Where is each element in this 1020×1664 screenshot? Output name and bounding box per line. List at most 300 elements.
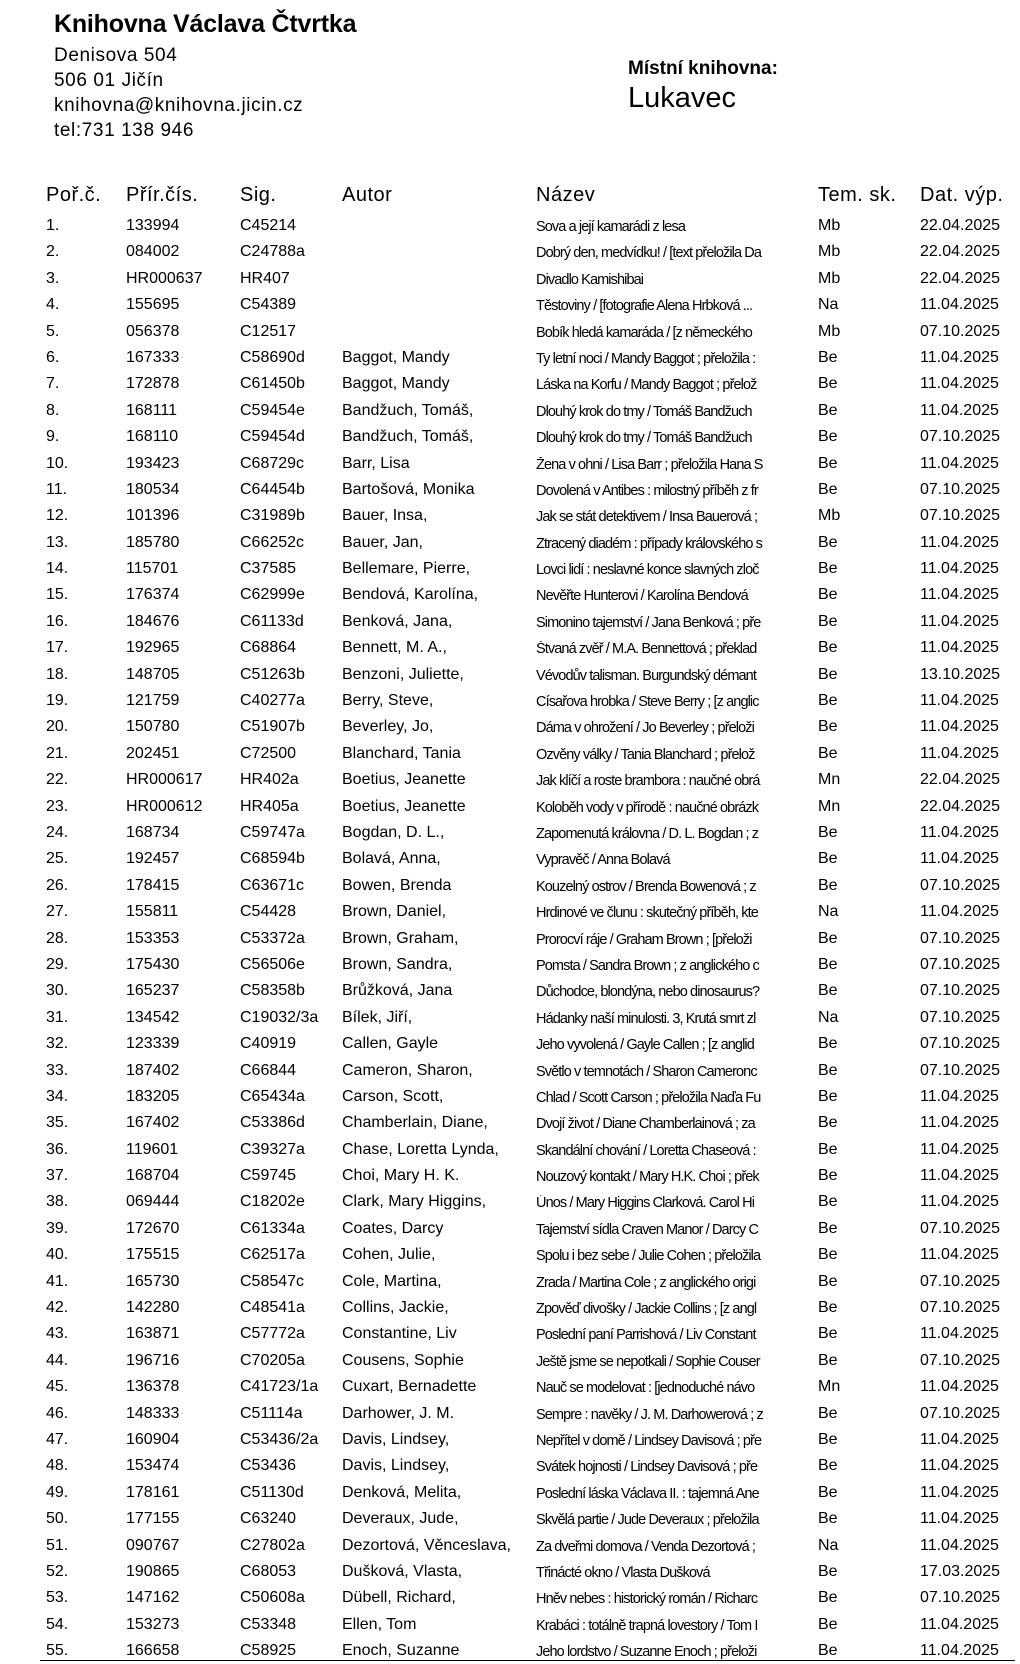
cell-dat-vyp: 11.04.2025 xyxy=(920,1193,999,1211)
cell-sig: C12517 xyxy=(240,322,297,340)
cell-tem-sk: Be xyxy=(818,850,838,868)
cell-dat-vyp: 11.04.2025 xyxy=(920,1378,999,1396)
cell-nazev: Tajemství sídla Craven Manor / Darcy C xyxy=(536,1221,759,1238)
cell-dat-vyp: 22.04.2025 xyxy=(920,217,1001,234)
cell-sig: C56506e xyxy=(240,955,305,973)
cell-sig: C64454b xyxy=(240,480,305,498)
cell-autor: Dezortová, Věnceslava, xyxy=(342,1536,511,1554)
table-row xyxy=(0,687,1020,713)
cell-autor: Boetius, Jeanette xyxy=(342,771,466,789)
cell-dat-vyp: 11.04.2025 xyxy=(920,823,999,841)
cell-poradi: 35. xyxy=(46,1114,69,1132)
cell-autor: Coates, Darcy xyxy=(342,1219,444,1237)
cell-nazev: Skandální chování / Loretta Chaseová : xyxy=(536,1142,756,1159)
cell-poradi: 41. xyxy=(46,1272,69,1290)
cell-prir-cis: 178415 xyxy=(126,876,180,894)
table-row xyxy=(0,713,1020,739)
cell-autor: Cole, Martina, xyxy=(342,1272,442,1290)
table-row xyxy=(0,555,1020,581)
table-row xyxy=(0,925,1020,951)
cell-dat-vyp: 11.04.2025 xyxy=(920,903,999,921)
cell-nazev: Nouzový kontakt / Mary H.K. Choi ; přek xyxy=(536,1169,759,1186)
cell-autor: Boetius, Jeanette xyxy=(342,797,466,815)
header-prir-cis: Přír.čís. xyxy=(126,184,199,206)
cell-nazev: Skvělá partie / Jude Deveraux ; přeložila xyxy=(536,1512,759,1529)
cell-poradi: 22. xyxy=(46,771,69,789)
cell-poradi: 9. xyxy=(46,428,60,446)
branch-block xyxy=(628,58,778,115)
cell-dat-vyp: 11.04.2025 xyxy=(920,612,999,630)
cell-nazev: Jeho vyvolená / Gayle Callen ; [z anglid xyxy=(536,1037,754,1054)
cell-poradi: 7. xyxy=(46,375,60,393)
cell-autor: Davis, Lindsey, xyxy=(342,1457,450,1475)
cell-prir-cis: 184676 xyxy=(126,612,180,630)
cell-poradi: 26. xyxy=(46,876,69,894)
cell-sig: C53372a xyxy=(240,929,305,947)
cell-prir-cis: 187402 xyxy=(126,1061,180,1079)
table-header-row xyxy=(0,182,1020,212)
cell-prir-cis: 084002 xyxy=(126,243,180,261)
cell-autor: Bandžuch, Tomáš, xyxy=(342,428,474,446)
cell-tem-sk: Be xyxy=(818,1615,838,1633)
cell-tem-sk: Be xyxy=(818,1351,838,1369)
table-row xyxy=(0,1083,1020,1109)
cell-nazev: Poslední láska Václava II. : tajemná Ane xyxy=(536,1485,759,1502)
cell-nazev: Lovci lidí : neslavné konce slavných zloč xyxy=(536,562,759,579)
cell-dat-vyp: 07.10.2025 xyxy=(920,322,1001,340)
cell-dat-vyp: 11.04.2025 xyxy=(920,348,999,366)
cell-sig: C37585 xyxy=(240,560,297,578)
cell-tem-sk: Be xyxy=(818,1562,838,1580)
cell-dat-vyp: 07.10.2025 xyxy=(920,1404,1001,1422)
cell-nazev: Sempre : navěky / J. M. Darhowerová ; z xyxy=(536,1406,763,1423)
table-row xyxy=(0,370,1020,396)
cell-nazev: Nevěřte Hunterovi / Karolína Bendová xyxy=(536,588,748,605)
cell-dat-vyp: 11.04.2025 xyxy=(920,639,999,657)
cell-poradi: 13. xyxy=(46,533,69,551)
library-street: Denisova 504 xyxy=(54,45,178,66)
table-row xyxy=(0,1558,1020,1584)
cell-prir-cis: 142280 xyxy=(126,1299,180,1317)
cell-sig: C58547c xyxy=(240,1272,305,1290)
cell-autor: Darhower, J. M. xyxy=(342,1404,455,1422)
cell-poradi: 49. xyxy=(46,1483,69,1501)
cell-autor: Choi, Mary H. K. xyxy=(342,1167,460,1185)
cell-tem-sk: Na xyxy=(818,1008,839,1026)
cell-tem-sk: Be xyxy=(818,1589,838,1607)
cell-poradi: 38. xyxy=(46,1193,69,1211)
cell-tem-sk: Be xyxy=(818,1035,838,1053)
table-row xyxy=(0,951,1020,977)
cell-prir-cis: 165237 xyxy=(126,982,180,1000)
header-dat-vyp: Dat. výp. xyxy=(920,184,1004,206)
cell-sig: C53348 xyxy=(240,1615,297,1633)
cell-tem-sk: Be xyxy=(818,1114,838,1132)
cell-nazev: Třinácté okno / Vlasta Dušková xyxy=(536,1564,710,1581)
cell-tem-sk: Be xyxy=(818,1457,838,1475)
table-row xyxy=(0,661,1020,687)
library-city: 506 01 Jičín xyxy=(54,70,164,91)
cell-tem-sk: Be xyxy=(818,586,838,604)
table-row xyxy=(0,1532,1020,1558)
cell-autor: Collins, Jackie, xyxy=(342,1299,449,1317)
cell-tem-sk: Be xyxy=(818,639,838,657)
cell-poradi: 33. xyxy=(46,1061,69,1079)
cell-nazev: Pomsta / Sandra Brown ; z anglického c xyxy=(536,957,759,974)
table-row xyxy=(0,766,1020,792)
table-row xyxy=(0,1215,1020,1241)
cell-nazev: Chlad / Scott Carson ; přeložila Naďa Fu xyxy=(536,1089,761,1106)
cell-dat-vyp: 11.04.2025 xyxy=(920,454,999,472)
table-row xyxy=(0,872,1020,898)
table-row xyxy=(0,1373,1020,1399)
table-row xyxy=(0,1188,1020,1214)
cell-dat-vyp: 07.10.2025 xyxy=(920,1299,1001,1317)
cell-prir-cis: 167333 xyxy=(126,348,180,366)
header-autor: Autor xyxy=(342,184,393,206)
cell-tem-sk: Mb xyxy=(818,243,841,261)
header-nazev: Název xyxy=(536,184,596,206)
table-row xyxy=(0,476,1020,502)
cell-sig: C68053 xyxy=(240,1562,297,1580)
header-poradi: Poř.č. xyxy=(46,184,102,206)
table-row xyxy=(0,529,1020,555)
cell-poradi: 37. xyxy=(46,1167,69,1185)
cell-sig: C41723/1a xyxy=(240,1378,319,1396)
cell-tem-sk: Be xyxy=(818,982,838,1000)
cell-autor: Baggot, Mandy xyxy=(342,375,450,393)
cell-autor: Bílek, Jiří, xyxy=(342,1008,413,1026)
table-row xyxy=(0,1584,1020,1610)
cell-nazev: Ozvěny války / Tania Blanchard ; přelož xyxy=(536,746,755,763)
cell-dat-vyp: 07.10.2025 xyxy=(920,1008,1001,1026)
cell-dat-vyp: 11.04.2025 xyxy=(920,533,999,551)
cell-autor: Barr, Lisa xyxy=(342,454,410,472)
cell-tem-sk: Mb xyxy=(818,507,841,525)
cell-nazev: Dlouhý krok do tmy / Tomáš Bandžuch xyxy=(536,403,752,420)
branch-name: Lukavec xyxy=(628,82,737,114)
cell-dat-vyp: 11.04.2025 xyxy=(920,1642,999,1660)
cell-sig: C24788a xyxy=(240,243,305,261)
cell-sig: C61334a xyxy=(240,1219,305,1237)
table-row xyxy=(0,793,1020,819)
cell-nazev: Dovolená v Antibes : milostný příběh z fr xyxy=(536,482,758,499)
table-row xyxy=(0,291,1020,317)
cell-poradi: 45. xyxy=(46,1378,69,1396)
cell-nazev: Simonino tajemství / Jana Benková ; pře xyxy=(536,614,761,631)
cell-poradi: 21. xyxy=(46,744,69,762)
cell-dat-vyp: 11.04.2025 xyxy=(920,1087,999,1105)
cell-sig: C40919 xyxy=(240,1035,297,1053)
cell-sig: C54428 xyxy=(240,903,297,921)
cell-nazev: Zapomenutá královna / D. L. Bogdan ; z xyxy=(536,825,759,842)
cell-prir-cis: 167402 xyxy=(126,1114,180,1132)
cell-autor: Cuxart, Bernadette xyxy=(342,1378,477,1396)
table-row xyxy=(0,450,1020,476)
cell-sig: C45214 xyxy=(240,217,297,234)
cell-tem-sk: Be xyxy=(818,1430,838,1448)
cell-tem-sk: Be xyxy=(818,1246,838,1264)
cell-nazev: Dobrý den, medvídku! / [text přeložila Da xyxy=(536,245,762,262)
cell-prir-cis: 155695 xyxy=(126,296,180,314)
cell-tem-sk: Be xyxy=(818,823,838,841)
cell-sig: C70205a xyxy=(240,1351,305,1369)
cell-tem-sk: Be xyxy=(818,1140,838,1158)
cell-nazev: Ty letní noci / Mandy Baggot ; přeložila : xyxy=(536,350,756,367)
cell-sig: C27802a xyxy=(240,1536,305,1554)
table-row xyxy=(0,819,1020,845)
cell-autor: Bandžuch, Tomáš, xyxy=(342,401,474,419)
cell-autor: Bennett, M. A., xyxy=(342,639,447,657)
cell-nazev: Jak se stát detektivem / Insa Bauerová ; xyxy=(536,509,758,526)
cell-prir-cis: 147162 xyxy=(126,1589,180,1607)
cell-sig: C58925 xyxy=(240,1642,297,1660)
cell-dat-vyp: 22.04.2025 xyxy=(920,243,1001,261)
cell-sig: C63240 xyxy=(240,1510,297,1528)
table-row xyxy=(0,1479,1020,1505)
table-row xyxy=(0,1347,1020,1373)
cell-tem-sk: Be xyxy=(818,1510,838,1528)
cell-sig: C53436 xyxy=(240,1457,297,1475)
cell-poradi: 14. xyxy=(46,560,69,578)
cell-dat-vyp: 11.04.2025 xyxy=(920,1246,999,1264)
cell-tem-sk: Be xyxy=(818,1642,838,1660)
cell-sig: C31989b xyxy=(240,507,305,525)
cell-dat-vyp: 07.10.2025 xyxy=(920,1035,1001,1053)
table-row xyxy=(0,1241,1020,1267)
cell-sig: HR407 xyxy=(240,269,290,287)
cell-sig: HR402a xyxy=(240,771,299,789)
cell-prir-cis: 148333 xyxy=(126,1404,180,1422)
cell-prir-cis: 185780 xyxy=(126,533,180,551)
cell-poradi: 53. xyxy=(46,1589,69,1607)
cell-poradi: 39. xyxy=(46,1219,69,1237)
cell-tem-sk: Be xyxy=(818,560,838,578)
cell-poradi: 27. xyxy=(46,903,69,921)
cell-nazev: Ještě jsme se nepotkali / Sophie Couser xyxy=(536,1353,760,1370)
cell-nazev: Koloběh vody v přírodě : naučné obrázk xyxy=(536,799,759,816)
cell-poradi: 42. xyxy=(46,1299,69,1317)
table-row xyxy=(0,1268,1020,1294)
cell-dat-vyp: 11.04.2025 xyxy=(920,1325,999,1343)
table-row xyxy=(0,318,1020,344)
table-row xyxy=(0,1611,1020,1637)
cell-tem-sk: Be xyxy=(818,718,838,736)
cell-prir-cis: 177155 xyxy=(126,1510,180,1528)
cell-dat-vyp: 17.03.2025 xyxy=(920,1562,1001,1580)
cell-sig: C51263b xyxy=(240,665,305,683)
cell-autor: Chamberlain, Diane, xyxy=(342,1114,488,1132)
cell-nazev: Vypravěč / Anna Bolavá xyxy=(536,852,670,869)
cell-dat-vyp: 11.04.2025 xyxy=(920,586,999,604)
cell-autor: Baggot, Mandy xyxy=(342,348,450,366)
cell-autor: Bauer, Insa, xyxy=(342,507,428,525)
cell-autor: Constantine, Liv xyxy=(342,1325,457,1343)
cell-nazev: Hrdinové ve člunu : skutečný příběh, kte xyxy=(536,905,758,922)
cell-dat-vyp: 11.04.2025 xyxy=(920,1536,999,1554)
table-row xyxy=(0,265,1020,291)
cell-prir-cis: 056378 xyxy=(126,322,180,340)
table-row xyxy=(0,1004,1020,1030)
cell-dat-vyp: 11.04.2025 xyxy=(920,1457,999,1475)
cell-tem-sk: Be xyxy=(818,1061,838,1079)
cell-autor: Bolavá, Anna, xyxy=(342,850,441,868)
cell-poradi: 17. xyxy=(46,639,69,657)
library-header xyxy=(54,10,356,143)
table-row xyxy=(0,1294,1020,1320)
cell-nazev: Štvaná zvěř / M.A. Bennettová ; překlad xyxy=(536,641,757,658)
cell-tem-sk: Mn xyxy=(818,771,841,789)
cell-poradi: 32. xyxy=(46,1035,69,1053)
cell-prir-cis: 090767 xyxy=(126,1536,180,1554)
cell-prir-cis: 134542 xyxy=(126,1008,180,1026)
cell-dat-vyp: 13.10.2025 xyxy=(920,665,1001,683)
cell-dat-vyp: 11.04.2025 xyxy=(920,296,999,314)
library-name: Knihovna Václava Čtvrtka xyxy=(54,10,357,38)
cell-autor: Bowen, Brenda xyxy=(342,876,452,894)
cell-autor: Bellemare, Pierre, xyxy=(342,560,471,578)
cell-nazev: Hádanky naší minulosti. 3, Krutá smrt zl xyxy=(536,1010,756,1027)
cell-autor: Dušková, Vlasta, xyxy=(342,1562,463,1580)
cell-sig: C65434a xyxy=(240,1087,305,1105)
cell-prir-cis: 168110 xyxy=(126,428,179,446)
cell-poradi: 18. xyxy=(46,665,69,683)
cell-prir-cis: 155811 xyxy=(126,903,179,921)
cell-sig: C59454d xyxy=(240,428,305,446)
cell-prir-cis: HR000617 xyxy=(126,771,203,789)
cell-prir-cis: 166658 xyxy=(126,1642,180,1660)
cell-poradi: 5. xyxy=(46,322,60,340)
cell-sig: C50608a xyxy=(240,1589,305,1607)
cell-tem-sk: Mn xyxy=(818,1378,841,1396)
cell-sig: C48541a xyxy=(240,1299,305,1317)
cell-prir-cis: 202451 xyxy=(126,744,180,762)
loan-table xyxy=(0,182,1020,1663)
cell-prir-cis: 136378 xyxy=(126,1378,180,1396)
cell-sig: C62517a xyxy=(240,1246,305,1264)
cell-dat-vyp: 11.04.2025 xyxy=(920,1510,999,1528)
cell-tem-sk: Be xyxy=(818,428,838,446)
cell-prir-cis: 176374 xyxy=(126,586,180,604)
cell-tem-sk: Be xyxy=(818,348,838,366)
cell-autor: Chase, Loretta Lynda, xyxy=(342,1140,499,1158)
table-row xyxy=(0,502,1020,528)
cell-autor: Beverley, Jo, xyxy=(342,718,434,736)
cell-poradi: 1. xyxy=(46,217,60,234)
cell-autor: Dübell, Richard, xyxy=(342,1589,456,1607)
cell-tem-sk: Mn xyxy=(818,797,841,815)
cell-nazev: Sova a její kamarádi z lesa xyxy=(536,219,685,235)
cell-prir-cis: 150780 xyxy=(126,718,180,736)
cell-tem-sk: Mb xyxy=(818,322,841,340)
cell-prir-cis: 119601 xyxy=(126,1140,179,1158)
table-row xyxy=(0,1400,1020,1426)
cell-sig: C68864 xyxy=(240,639,297,657)
cell-dat-vyp: 07.10.2025 xyxy=(920,982,1001,1000)
table-row xyxy=(0,1030,1020,1056)
cell-nazev: Jak klíčí a roste brambora : naučné obrá xyxy=(536,773,760,790)
cell-sig: C66252c xyxy=(240,533,305,551)
cell-prir-cis: 160904 xyxy=(126,1430,180,1448)
cell-sig: C53386d xyxy=(240,1114,305,1132)
cell-poradi: 3. xyxy=(46,269,60,287)
cell-prir-cis: 153474 xyxy=(126,1457,180,1475)
cell-sig: C59454e xyxy=(240,401,305,419)
cell-sig: C40277a xyxy=(240,692,305,710)
cell-nazev: Císařova hrobka / Steve Berry ; [z anglic xyxy=(536,694,759,711)
table-row xyxy=(0,212,1020,238)
cell-dat-vyp: 11.04.2025 xyxy=(920,718,999,736)
cell-nazev: Za dveřmi domova / Venda Dezortová ; xyxy=(536,1538,756,1555)
cell-tem-sk: Be xyxy=(818,1193,838,1211)
cell-nazev: Nepřítel v domě / Lindsey Davisová ; pře xyxy=(536,1432,762,1449)
cell-dat-vyp: 11.04.2025 xyxy=(920,1483,999,1501)
cell-prir-cis: 172670 xyxy=(126,1219,180,1237)
cell-sig: C59747a xyxy=(240,823,305,841)
cell-nazev: Ztracený diadém : případy královského s xyxy=(536,535,763,552)
cell-dat-vyp: 07.10.2025 xyxy=(920,1351,1001,1369)
cell-tem-sk: Be xyxy=(818,612,838,630)
table-row xyxy=(0,898,1020,924)
table-row xyxy=(0,1452,1020,1478)
cell-poradi: 54. xyxy=(46,1615,69,1633)
cell-poradi: 20. xyxy=(46,718,69,736)
cell-autor: Bartošová, Monika xyxy=(342,480,475,498)
cell-sig: C62999e xyxy=(240,586,305,604)
table-row xyxy=(0,740,1020,766)
cell-poradi: 6. xyxy=(46,348,60,366)
cell-sig: C39327a xyxy=(240,1140,305,1158)
cell-dat-vyp: 11.04.2025 xyxy=(920,744,999,762)
cell-poradi: 48. xyxy=(46,1457,69,1475)
cell-prir-cis: 165730 xyxy=(126,1272,180,1290)
cell-prir-cis: 178161 xyxy=(126,1483,180,1501)
cell-autor: Davis, Lindsey, xyxy=(342,1430,450,1448)
cell-tem-sk: Be xyxy=(818,480,838,498)
cell-nazev: Kouzelný ostrov / Brenda Bowenová ; z xyxy=(536,878,756,895)
cell-prir-cis: 175515 xyxy=(126,1246,180,1264)
table-row xyxy=(0,581,1020,607)
table-row xyxy=(0,1162,1020,1188)
cell-prir-cis: 121759 xyxy=(126,692,180,710)
cell-sig: C51130d xyxy=(240,1483,304,1501)
cell-tem-sk: Be xyxy=(818,1219,838,1237)
cell-poradi: 44. xyxy=(46,1351,69,1369)
cell-tem-sk: Be xyxy=(818,929,838,947)
cell-autor: Bendová, Karolína, xyxy=(342,586,479,604)
table-row xyxy=(0,977,1020,1003)
cell-prir-cis: 172878 xyxy=(126,375,180,393)
cell-sig: C51907b xyxy=(240,718,305,736)
cell-poradi: 30. xyxy=(46,982,69,1000)
cell-autor: Denková, Melita, xyxy=(342,1483,462,1501)
cell-nazev: Prorocví ráje / Graham Brown ; [přeloži xyxy=(536,931,752,948)
cell-dat-vyp: 07.10.2025 xyxy=(920,955,1001,973)
cell-sig: C68729c xyxy=(240,454,305,472)
cell-nazev: Krabáci : totálně trapná lovestory / Tom I xyxy=(536,1617,758,1634)
cell-tem-sk: Mb xyxy=(818,217,841,234)
cell-dat-vyp: 11.04.2025 xyxy=(920,850,999,868)
table-row xyxy=(0,423,1020,449)
cell-prir-cis: 101396 xyxy=(126,507,180,525)
cell-sig: C51114a xyxy=(240,1404,303,1422)
cell-prir-cis: 123339 xyxy=(126,1035,180,1053)
cell-sig: C66844 xyxy=(240,1061,297,1079)
cell-tem-sk: Be xyxy=(818,1272,838,1290)
cell-prir-cis: HR000612 xyxy=(126,797,203,815)
table-row xyxy=(0,1505,1020,1531)
table-row xyxy=(0,344,1020,370)
